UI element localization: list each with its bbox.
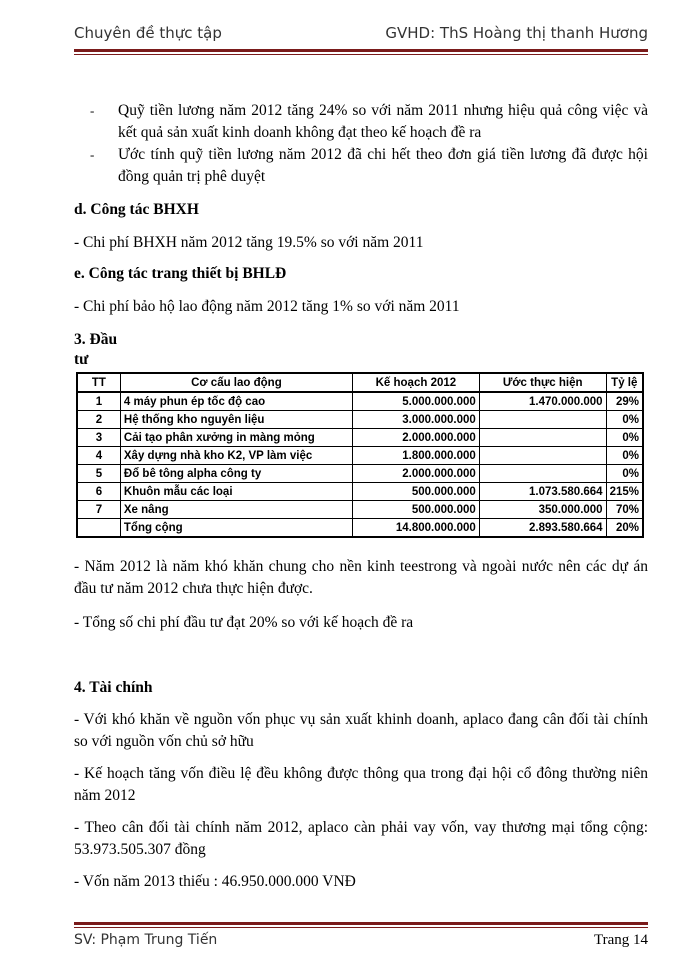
cell-ratio: 215% — [606, 483, 643, 501]
section-e-text: - Chi phí bảo hộ lao động năm 2012 tăng 1% so với năm 2011 — [74, 298, 460, 315]
cell-total-label: Tổng cộng — [120, 519, 352, 538]
cell-total-plan: 14.800.000.000 — [352, 519, 479, 538]
cell-item: 4 máy phun ép tốc độ cao — [120, 392, 352, 411]
table-row — [77, 501, 643, 519]
investment-note-2: - Tổng số chi phí đầu tư đạt 20% so với kế hoạch đề ra — [74, 614, 414, 631]
bullet-mark: - — [90, 103, 95, 118]
cell-plan: 3.000.000.000 — [352, 411, 479, 429]
table-row — [77, 447, 643, 465]
cell-ratio: 29% — [606, 392, 643, 411]
cell-estimate — [479, 447, 606, 465]
cell-tt: 5 — [77, 465, 120, 483]
bullet-list — [74, 100, 648, 188]
col-header-ratio: Tỷ lệ — [606, 373, 643, 392]
cell-ratio: 0% — [606, 465, 643, 483]
section-4-heading: 4. Tài chính — [74, 679, 153, 696]
col-header-tt: TT — [77, 373, 120, 392]
finance-paragraph: - Kế hoạch tăng vốn điều lệ đều không được thông qua trong đại hội cổ đông thường niên năm 2012 — [74, 765, 648, 804]
cell-plan: 500.000.000 — [352, 483, 479, 501]
cell-ratio: 0% — [606, 447, 643, 465]
cell-tt: 7 — [77, 501, 120, 519]
footer-student: SV: Phạm Trung Tiến — [74, 932, 218, 948]
table-row — [77, 465, 643, 483]
header-title: Chuyên đề thực tập — [74, 24, 222, 42]
cell-plan: 2.000.000.000 — [352, 429, 479, 447]
list-item — [74, 100, 648, 144]
table-row — [77, 483, 643, 501]
finance-paragraph: - Với khó khăn về nguồn vốn phục vụ sản xuất khinh doanh, aplaco đang cân đối tài chính so với nguồn vốn chủ sở hữu — [74, 711, 648, 750]
section-3-heading: 3. Đầu tư — [74, 331, 118, 368]
bullet-mark: - — [90, 147, 95, 162]
finance-paragraph: - Vốn năm 2013 thiếu : 46.950.000.000 VNĐ — [74, 873, 356, 890]
cell-tt: 3 — [77, 429, 120, 447]
cell-item: Xây dựng nhà kho K2, VP làm việc — [120, 447, 352, 465]
page-header — [74, 24, 648, 50]
cell-tt: 6 — [77, 483, 120, 501]
table-row — [77, 411, 643, 429]
table-row — [77, 429, 643, 447]
cell-total-ratio: 20% — [606, 519, 643, 538]
investment-note-1: - Năm 2012 là năm khó khăn chung cho nền kinh teestrong và ngoài nước nên các dự án đầu tư năm 2012 chưa thực hiện được. — [74, 558, 648, 597]
section-e-heading: e. Công tác trang thiết bị BHLĐ — [74, 265, 287, 282]
footer-rule-thin — [74, 927, 648, 928]
list-item — [74, 144, 648, 188]
cell-plan: 5.000.000.000 — [352, 392, 479, 411]
cell-plan: 1.800.000.000 — [352, 447, 479, 465]
cell-plan: 2.000.000.000 — [352, 465, 479, 483]
header-rule — [74, 49, 648, 52]
col-header-item: Cơ cấu lao động — [120, 373, 352, 392]
investment-table — [76, 372, 644, 538]
table-row — [77, 392, 643, 411]
cell-item: Khuôn mẫu các loại — [120, 483, 352, 501]
col-header-estimate: Ước thực hiện — [479, 373, 606, 392]
cell-estimate — [479, 465, 606, 483]
page-number: Trang 14 — [593, 932, 648, 948]
section-d-text: - Chi phí BHXH năm 2012 tăng 19.5% so với năm 2011 — [74, 234, 424, 251]
cell-ratio: 70% — [606, 501, 643, 519]
finance-paragraph: - Theo cân đối tài chính năm 2012, aplaco càn phải vay vốn, vay thương mại tổng cộng: 53.973.505.307 đồng — [74, 819, 648, 858]
cell-tt — [77, 519, 120, 538]
footer-rule — [74, 922, 648, 925]
cell-tt: 4 — [77, 447, 120, 465]
bullet-text: Ước tính quỹ tiền lương năm 2012 đã chi hết theo đơn giá tiền lương đã được hội đồng quản trị phê duyệt — [118, 146, 648, 185]
cell-item: Cải tạo phân xưởng in màng mỏng — [120, 429, 352, 447]
col-header-plan: Kế hoạch 2012 — [352, 373, 479, 392]
cell-ratio: 0% — [606, 411, 643, 429]
cell-estimate — [479, 429, 606, 447]
cell-estimate: 1.073.580.664 — [479, 483, 606, 501]
cell-item: Đổ bê tông alpha công ty — [120, 465, 352, 483]
cell-item: Hệ thống kho nguyên liệu — [120, 411, 352, 429]
section-d-heading: d. Công tác BHXH — [74, 201, 199, 218]
cell-estimate: 1.470.000.000 — [479, 392, 606, 411]
cell-estimate — [479, 411, 606, 429]
cell-total-estimate: 2.893.580.664 — [479, 519, 606, 538]
cell-tt: 2 — [77, 411, 120, 429]
header-advisor: GVHD: ThS Hoàng thị thanh Hương — [385, 24, 648, 42]
table-header-row — [77, 373, 643, 392]
table-total-row — [77, 519, 643, 538]
bullet-text: Quỹ tiền lương năm 2012 tăng 24% so với năm 2011 nhưng hiệu quả công việc và kết quả sản xuất kinh doanh không đạt theo kế hoạch đề ra — [118, 102, 648, 141]
header-rule-thin — [74, 54, 648, 55]
cell-estimate: 350.000.000 — [479, 501, 606, 519]
cell-item: Xe nâng — [120, 501, 352, 519]
cell-tt: 1 — [77, 392, 120, 411]
cell-plan: 500.000.000 — [352, 501, 479, 519]
cell-ratio: 0% — [606, 429, 643, 447]
